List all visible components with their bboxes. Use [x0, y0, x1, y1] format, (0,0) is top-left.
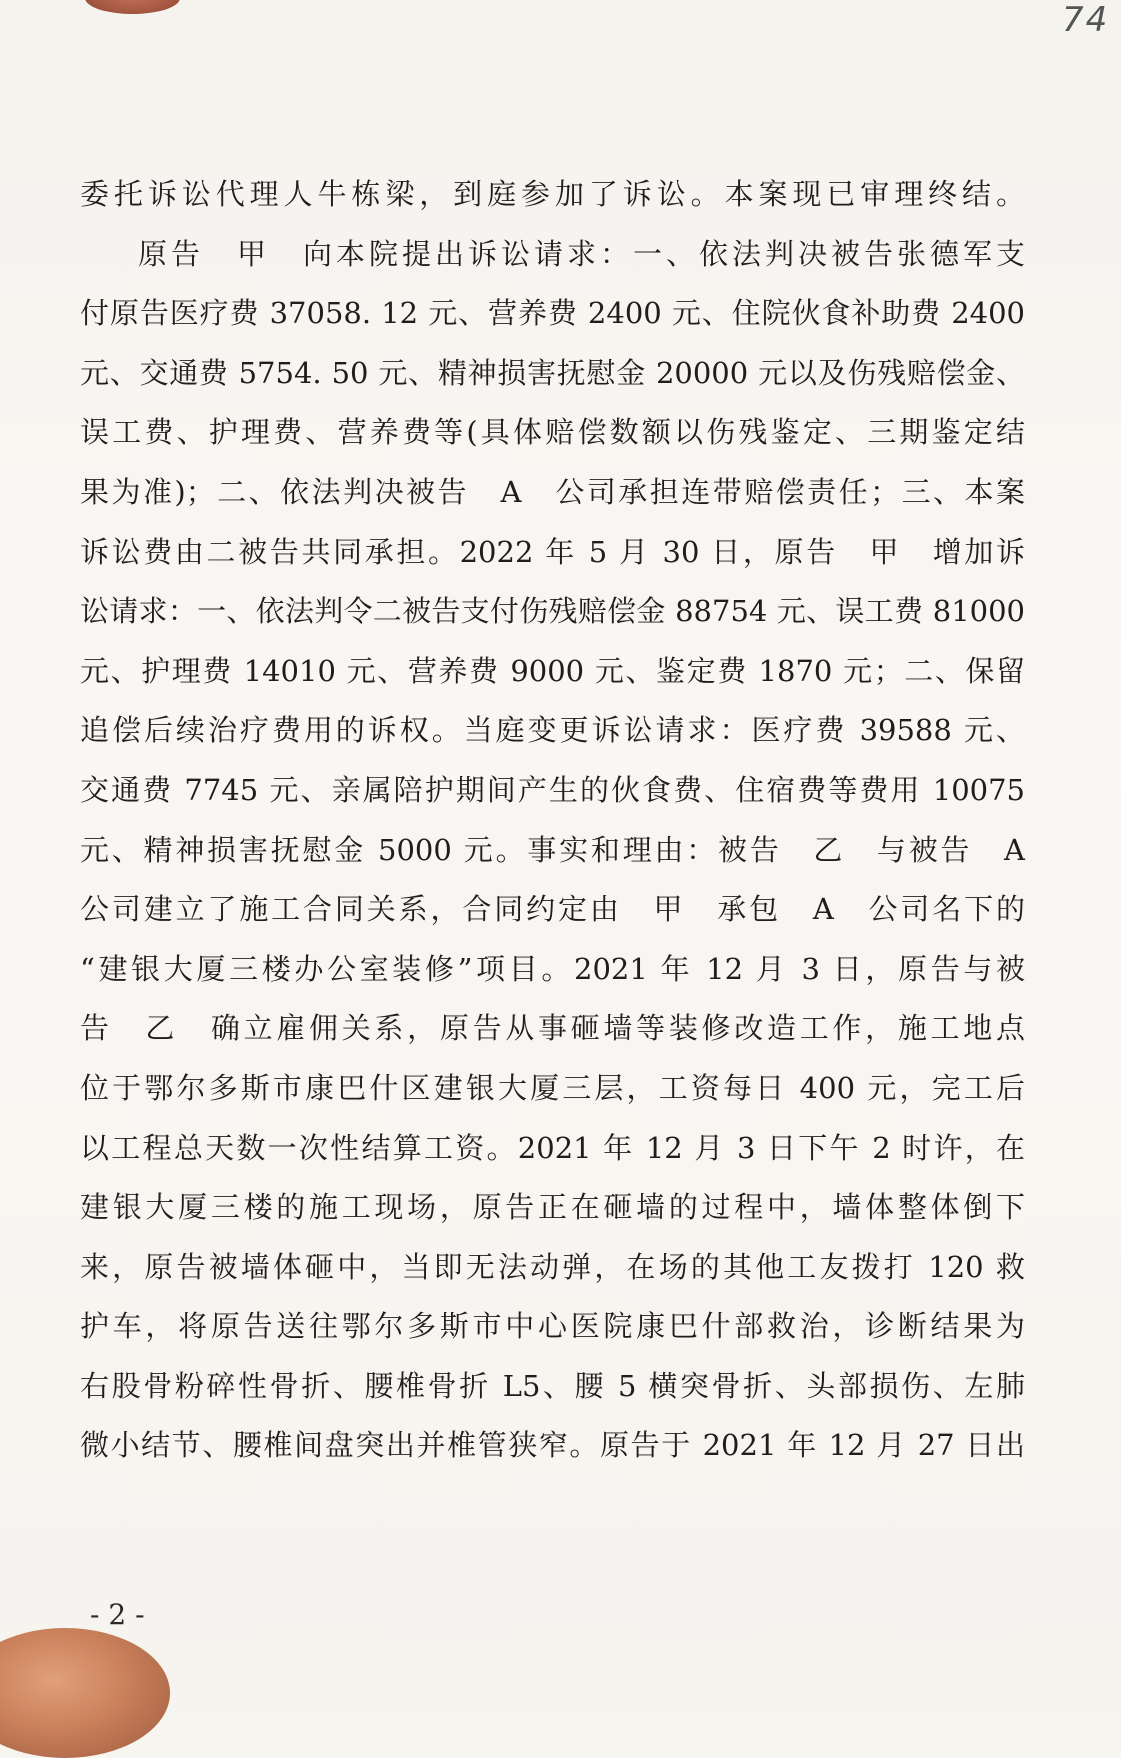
text-line: 告 乙 确立雇佣关系，原告从事砸墙等装修改造工作，施工地点 — [80, 1011, 1025, 1046]
text-line: 追偿后续治疗费用的诉权。当庭变更诉讼请求：医疗费 39588 元、 — [80, 713, 1025, 748]
text-line: 元、护理费 14010 元、营养费 9000 元、鉴定费 1870 元；二、保留 — [80, 653, 1025, 688]
page-number: - 2 - — [90, 1598, 145, 1631]
text-line: 位于鄂尔多斯市康巴什区建银大厦三层，工资每日 400 元，完工后 — [80, 1070, 1025, 1105]
text-line: 以工程总天数一次性结算工资。2021 年 12 月 3 日下午 2 时许，在 — [80, 1130, 1025, 1165]
text-line: 右股骨粉碎性骨折、腰椎骨折 L5、腰 5 横突骨折、头部损伤、左肺 — [80, 1368, 1025, 1403]
text-line: 原告 甲 向本院提出诉讼请求：一、依法判决被告张德军支 — [138, 236, 1025, 271]
text-line: 付原告医疗费 37058. 12 元、营养费 2400 元、住院伙食补助费 2400 — [80, 296, 1025, 331]
handwritten-page-mark: 74 — [1062, 0, 1110, 40]
judgment-body-text — [80, 165, 1025, 1476]
text-line: 交通费 7745 元、亲属陪护期间产生的伙食费、住宿费等费用 10075 — [80, 772, 1025, 807]
text-line: 委托诉讼代理人牛栋梁，到庭参加了诉讼。本案现已审理终结。 — [80, 177, 1025, 211]
text-line: 讼请求：一、依法判令二被告支付伤残赔偿金 88754 元、误工费 81000 — [80, 594, 1025, 629]
text-line: 护车，将原告送往鄂尔多斯市中心医院康巴什部救治，诊断结果为 — [80, 1309, 1025, 1344]
text-line: 果为准)；二、依法判决被告 A 公司承担连带赔偿责任；三、本案 — [80, 474, 1025, 509]
text-line: 微小结节、腰椎间盘突出并椎管狭窄。原告于 2021 年 12 月 27 日出 — [80, 1428, 1025, 1463]
thumb-shadow-top — [85, 0, 180, 14]
text-line: “建银大厦三楼办公室装修”项目。2021 年 12 月 3 日，原告与被 — [80, 951, 1025, 986]
text-line: 公司建立了施工合同关系，合同约定由 甲 承包 A 公司名下的 — [80, 892, 1025, 927]
text-line: 误工费、护理费、营养费等(具体赔偿数额以伤残鉴定、三期鉴定结 — [80, 415, 1025, 450]
text-line: 诉讼费由二被告共同承担。2022 年 5 月 30 日，原告 甲 增加诉 — [80, 534, 1025, 569]
text-line: 元、交通费 5754. 50 元、精神损害抚慰金 20000 元以及伤残赔偿金、 — [80, 355, 1025, 390]
text-line: 建银大厦三楼的施工现场，原告正在砸墙的过程中，墙体整体倒下 — [80, 1190, 1025, 1225]
thumb-shadow-bottom — [0, 1628, 170, 1758]
text-line: 来，原告被墙体砸中，当即无法动弹，在场的其他工友拨打 120 救 — [80, 1249, 1025, 1284]
text-line: 元、精神损害抚慰金 5000 元。事实和理由：被告 乙 与被告 A — [80, 832, 1025, 867]
